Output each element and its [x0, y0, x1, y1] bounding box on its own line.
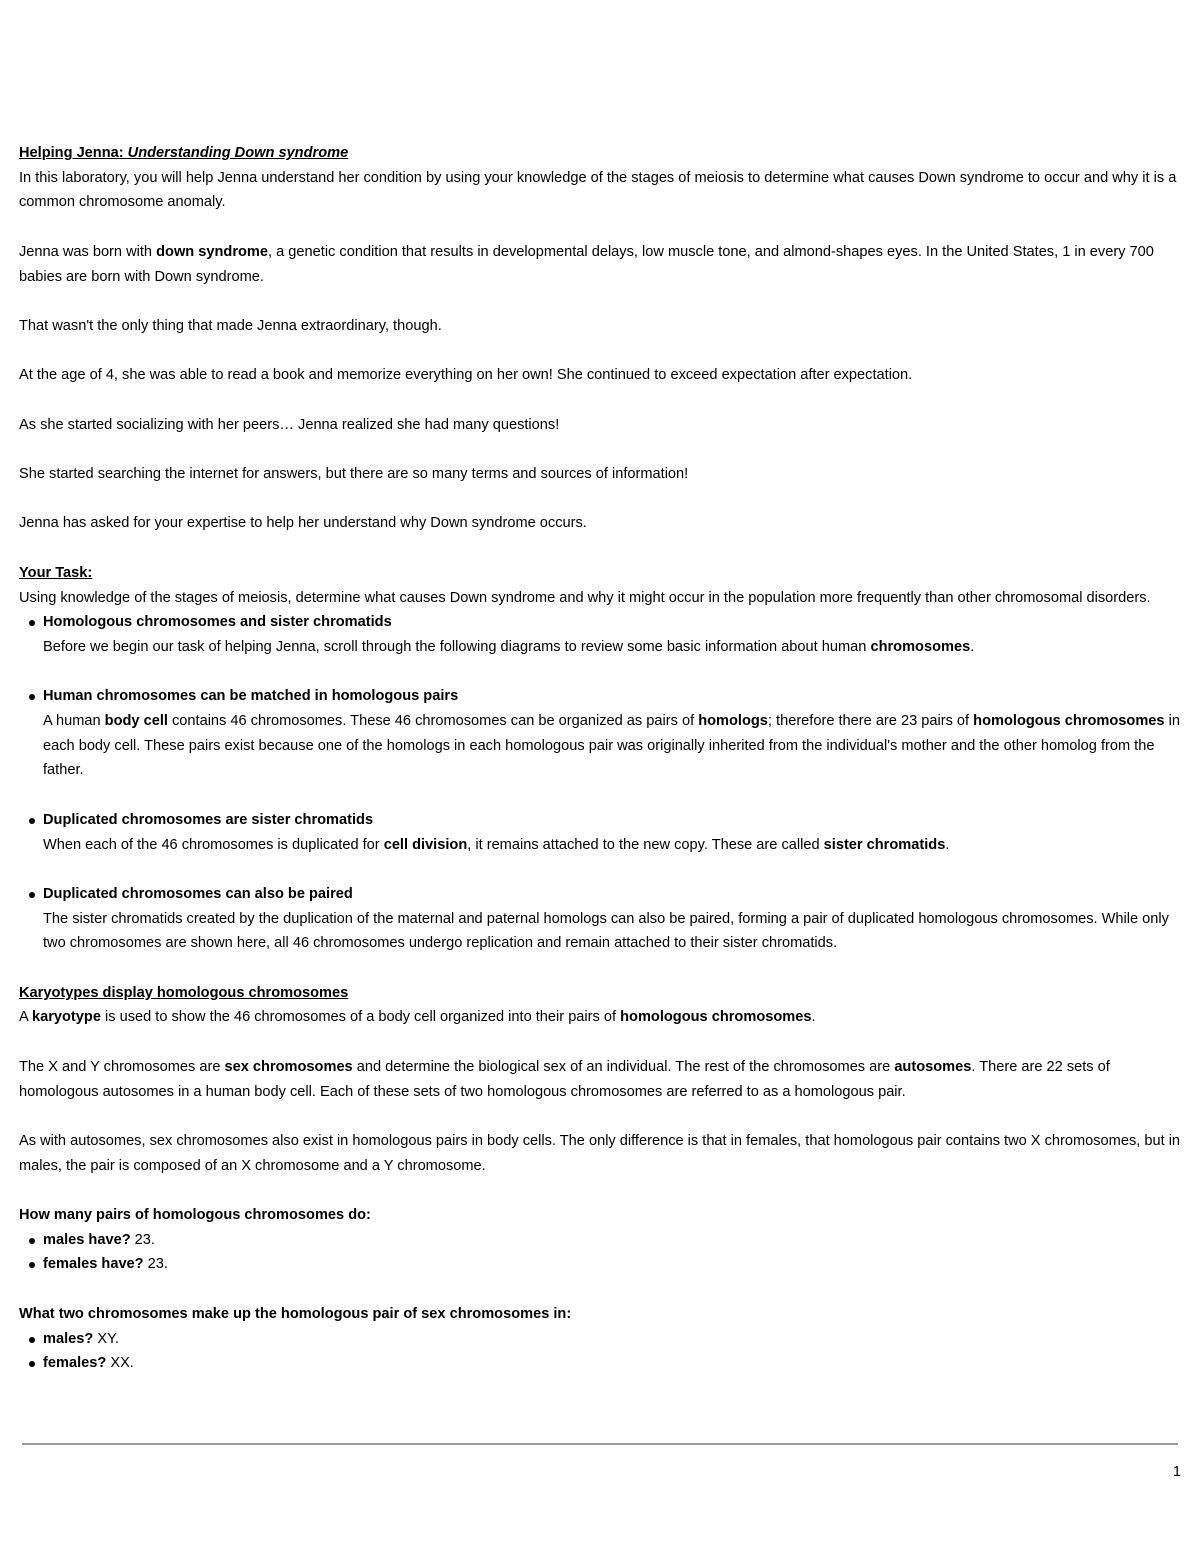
story-paragraph-3: At the age of 4, she was able to read a book and memorize everything on her own! She continued to exceed expectation after expectation.: [19, 367, 913, 384]
answer-text: 23.: [143, 1256, 168, 1273]
story-paragraph-6: Jenna has asked for your expertise to help her understand why Down syndrome occurs.: [19, 515, 587, 532]
karyotype-paragraph-2: The X and Y chromosomes are sex chromosomes and determine the biological sex of an individual. The rest of the chromosomes are autosomes. There are 22 sets of homologous autosomes in a human body cell. Each of these sets of two homologous chromosomes are referred to as a homologous pair.: [19, 1058, 1110, 1100]
term-down-syndrome: down syndrome: [156, 243, 269, 260]
question-2-heading: What two chromosomes make up the homologous pair of sex chromosomes in:: [19, 1305, 572, 1322]
list-item-title: Duplicated chromosomes are sister chromatids: [43, 811, 374, 828]
list-item: [19, 808, 1189, 882]
footer-divider: [22, 1443, 1178, 1445]
list-item-title: Homologous chromosomes and sister chromatids: [43, 614, 392, 631]
question-1-list: [19, 1228, 1189, 1277]
title-prefix: Helping Jenna:: [19, 145, 128, 161]
list-item-title: Human chromosomes can be matched in homologous pairs: [43, 688, 459, 705]
list-item: males have? 23.: [19, 1228, 1189, 1253]
task-text: Using knowledge of the stages of meiosis, determine what causes Down syndrome and why it might occur in the population more frequently than other chromosomal disorders.: [19, 589, 1151, 606]
list-item-body: Before we begin our task of helping Jenna, scroll through the following diagrams to review some basic information about human chromosomes.: [43, 638, 975, 655]
question-2-list: [19, 1327, 1189, 1376]
list-item: [19, 684, 1189, 808]
list-item: males? XY.: [19, 1327, 1189, 1352]
story-paragraph-5: She started searching the internet for answers, but there are so many terms and sources of information!: [19, 466, 689, 483]
karyotype-paragraph-1: A karyotype is used to show the 46 chromosomes of a body cell organized into their pairs of homologous chromosomes.: [19, 1009, 816, 1026]
document-title: [19, 141, 1189, 166]
title-text: [19, 145, 348, 161]
list-item-body: When each of the 46 chromosomes is duplicated for cell division, it remains attached to the new copy. These are called sister chromatids.: [43, 836, 950, 853]
list-item: [19, 882, 1189, 956]
list-item: [19, 610, 1189, 684]
document-page: [19, 141, 1189, 1376]
story-paragraph-1: Jenna was born with down syndrome, a genetic condition that results in developmental delays, low muscle tone, and almond-shapes eyes. In the United States, 1 in every 700 babies are born with Down syndrome.: [19, 243, 1154, 285]
answer-text: XX.: [106, 1355, 134, 1372]
list-item-body: A human body cell contains 46 chromosomes. These 46 chromosomes can be organized as pairs of homologs; therefore there are 23 pairs of homologous chromosomes in each body cell. These pairs exist because one of the homologs in each homologous pair was originally inherited from the individual's mother and the other homolog from the father.: [43, 713, 1180, 779]
karyotype-heading: Karyotypes display homologous chromosomes: [19, 984, 349, 1001]
karyotype-paragraph-3: As with autosomes, sex chromosomes also exist in homologous pairs in body cells. The only difference is that in females, that homologous pair contains two X chromosomes, but in males, the pair is composed of an X chromosome and a Y chromosome.: [19, 1132, 1181, 1174]
page-number: 1: [1172, 1464, 1181, 1480]
answer-text: XY.: [93, 1330, 119, 1347]
question-1-heading: How many pairs of homologous chromosomes do:: [19, 1207, 371, 1224]
list-item: females? XX.: [19, 1351, 1189, 1376]
story-paragraph-2: That wasn't the only thing that made Jenna extraordinary, though.: [19, 317, 442, 334]
list-item-body: The sister chromatids created by the duplication of the maternal and paternal homologs can also be paired, forming a pair of duplicated homologous chromosomes. While only two chromosomes are shown here, all 46 chromosomes undergo replication and remain attached to their sister chromatids.: [43, 910, 1169, 952]
answer-text: 23.: [130, 1231, 155, 1248]
list-item: females have? 23.: [19, 1252, 1189, 1277]
review-list: [19, 610, 1189, 956]
task-heading: Your Task:: [19, 564, 93, 581]
title-italic: Understanding Down syndrome: [127, 145, 349, 161]
list-item-title: Duplicated chromosomes can also be paired: [43, 885, 353, 902]
story-paragraph-4: As she started socializing with her peers… Jenna realized she had many questions!: [19, 416, 560, 433]
intro-paragraph: In this laboratory, you will help Jenna understand her condition by using your knowledge of the stages of meiosis to determine what causes Down syndrome to occur and why it is a common chromosome anomaly.: [19, 169, 1177, 211]
